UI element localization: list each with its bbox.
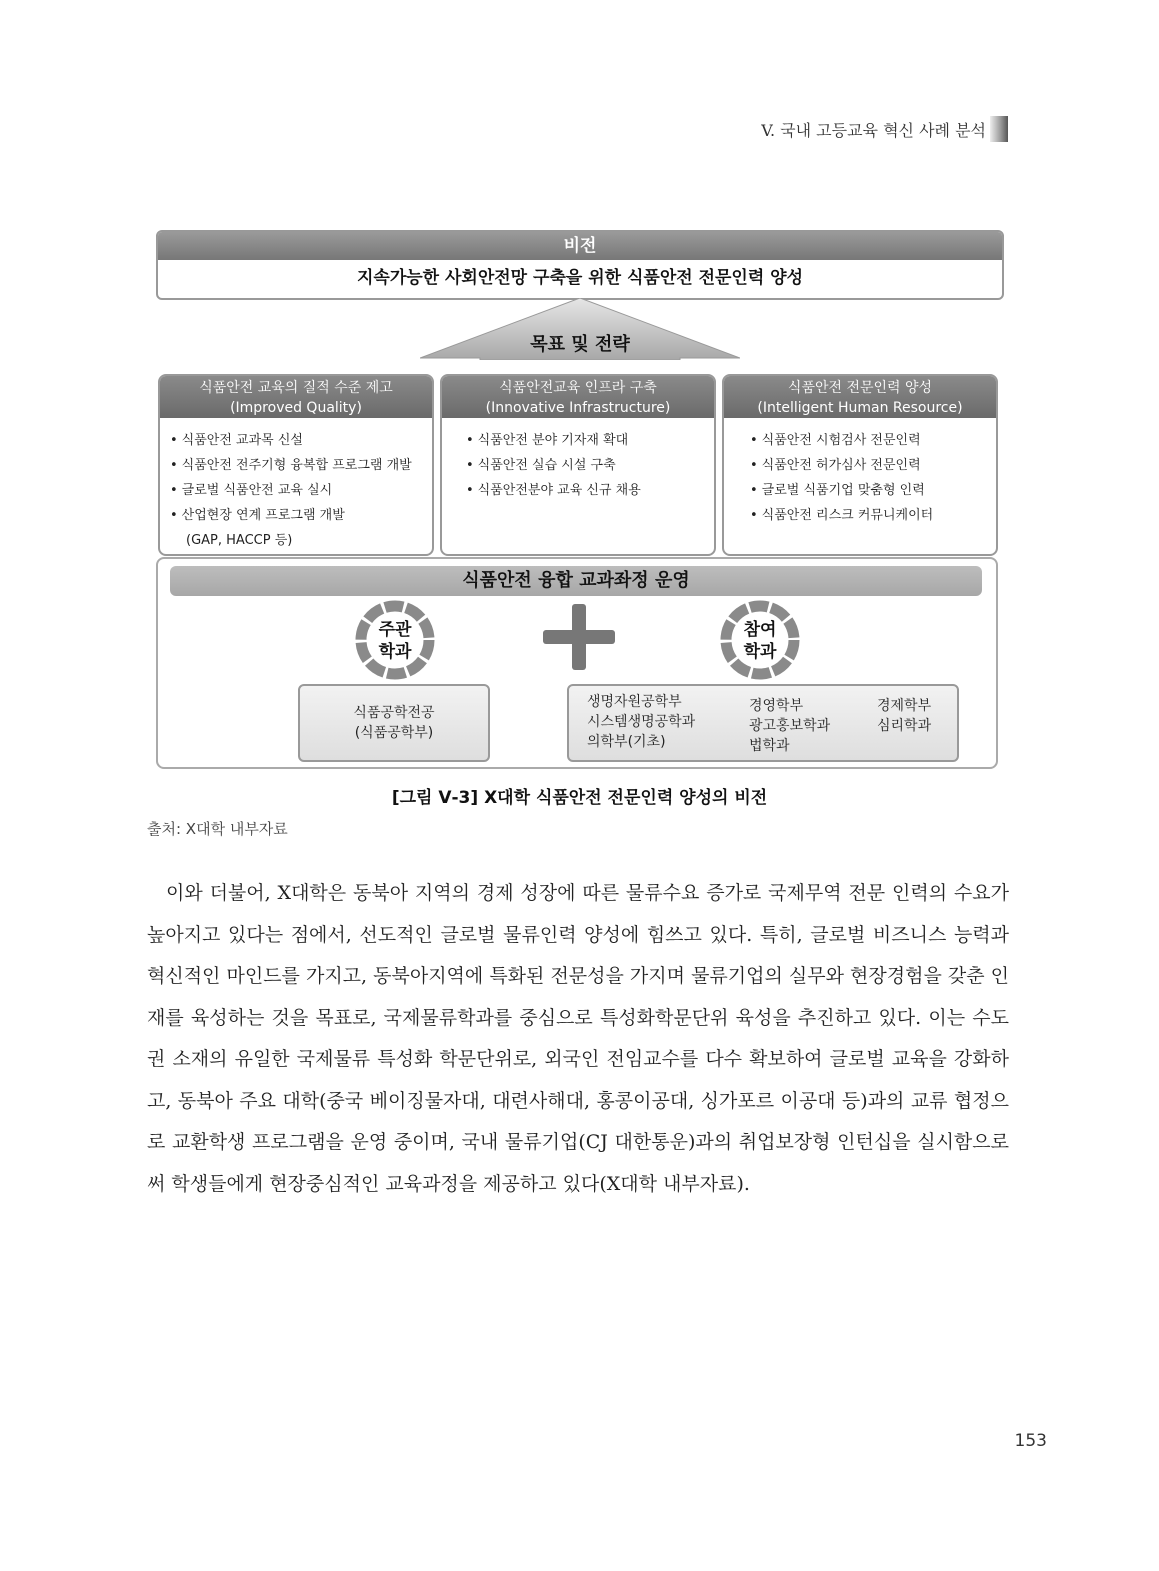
host-dept-box	[298, 684, 490, 762]
strategy-title: 식품안전 교육의 질적 수준 제고	[199, 380, 393, 396]
figure-caption: [그림 Ⅴ-3] X대학 식품안전 전문인력 양성의 비전	[391, 788, 768, 808]
running-title: V. 국내 고등교육 혁신 사례 분석	[761, 121, 986, 140]
participating-dept-label: 참여 학과	[743, 620, 777, 662]
page-number: 153	[1014, 1431, 1047, 1451]
strategy-subtitle: (Improved Quality)	[230, 400, 362, 416]
host-dept-label: 주관 학과	[378, 620, 412, 662]
list-item: • 식품안전 분야 기자재 확대	[466, 433, 629, 448]
list-item: • 식품안전분야 교육 신규 채용	[466, 483, 641, 498]
list-item: • 식품안전 시험검사 전문인력	[750, 433, 921, 448]
list-item: • 글로벌 식품기업 맞춤형 인력	[750, 483, 925, 498]
header-decoration-bar	[990, 116, 1008, 142]
list-item: • 식품안전 실습 시설 구축	[466, 458, 616, 473]
strategy-title: 식품안전 전문인력 양성	[787, 380, 933, 396]
strategy-item-list	[724, 418, 996, 528]
list-item: • 산업현장 연계 프로그램 개발	[170, 508, 345, 523]
plus-icon	[543, 604, 615, 670]
operation-title: 식품안전 융합 교과좌정 운영	[170, 566, 982, 596]
dept-column: 경영학부 광고홍보학과 법학과	[749, 698, 831, 754]
list-item: • 식품안전 교과목 신설	[170, 433, 303, 448]
vision-box	[156, 230, 1004, 300]
vision-statement: 지속가능한 사회안전망 구축을 위한 식품안전 전문인력 양성	[356, 268, 804, 288]
list-item: • 식품안전 리스크 커뮤니케이터	[750, 508, 934, 523]
strategy-human-resource-box	[722, 374, 998, 556]
dept-column: 경제학부 심리학과	[877, 698, 932, 734]
strategy-subtitle: (Intelligent Human Resource)	[757, 400, 963, 416]
strategy-item-list	[160, 418, 432, 553]
strategy-subtitle: (Innovative Infrastructure)	[485, 400, 671, 416]
body-paragraph: 이와 더불어, X대학은 동북아 지역의 경제 성장에 따른 물류수요 증가로 국제무역 전문 인력의 수요가 높아지고 있다는 점에서, 선도적인 글로벌 물류인력 양성에 힘쓰고 있다. 특히, 글로벌 비즈니스 능력과 혁신적인 마인드를 가지고, 동북아지역에 특화된 전문성을 가지며 물류기업의 실무와 현장경험을 갖춘 인재를 육성하는 것을 목표로, 국제물류학과를 중심으로 특성화학문단위 육성을 추진하고 있다. 이는 수도권 소재의 유일한 국제물류 특성화 학문단위로, 외국인 전임교수를 다수 확보하여 글로벌 교육을 강화하고, 동북아 주요 대학(중국 베이징물자대, 대련사해대, 홍콩이공대, 싱가포르 이공대 등)과의 교류 협정으로 교환학생 프로그램을 운영 중이며, 국내 물류기업(CJ 대한통운)과의 취업보장형 인턴십을 실시함으로써 학생들에게 현장중심적인 교육과정을 제공하고 있다(X대학 내부자료).	[147, 882, 1009, 1195]
strategy-header	[442, 376, 714, 418]
host-dept-name: 식품공학전공	[353, 705, 435, 721]
dept-column: 생명자원공학부 시스템생명공학과 의학부(기초)	[587, 694, 696, 750]
strategy-header	[724, 376, 996, 418]
list-item: • 글로벌 식품안전 교육 실시	[170, 483, 333, 498]
running-header	[0, 116, 1008, 144]
source-note: 출처: X대학 내부자료	[147, 820, 288, 838]
list-item: • 식품안전 전주기형 융복합 프로그램 개발	[170, 458, 412, 473]
list-item: • 식품안전 허가심사 전문인력	[750, 458, 921, 473]
host-dept-parent: (식품공학부)	[354, 725, 434, 741]
goals-strategy-label: 목표 및 전략	[530, 334, 630, 355]
strategy-infrastructure-box	[440, 374, 716, 556]
strategy-header	[160, 376, 432, 418]
strategy-quality-box	[158, 374, 434, 556]
strategy-item-list	[442, 418, 714, 503]
list-item-continuation: (GAP, HACCP 등)	[186, 533, 293, 548]
vision-label: 비전	[158, 232, 1002, 260]
participating-dept-box	[567, 684, 959, 762]
strategy-title: 식품안전교육 인프라 구축	[499, 380, 657, 396]
